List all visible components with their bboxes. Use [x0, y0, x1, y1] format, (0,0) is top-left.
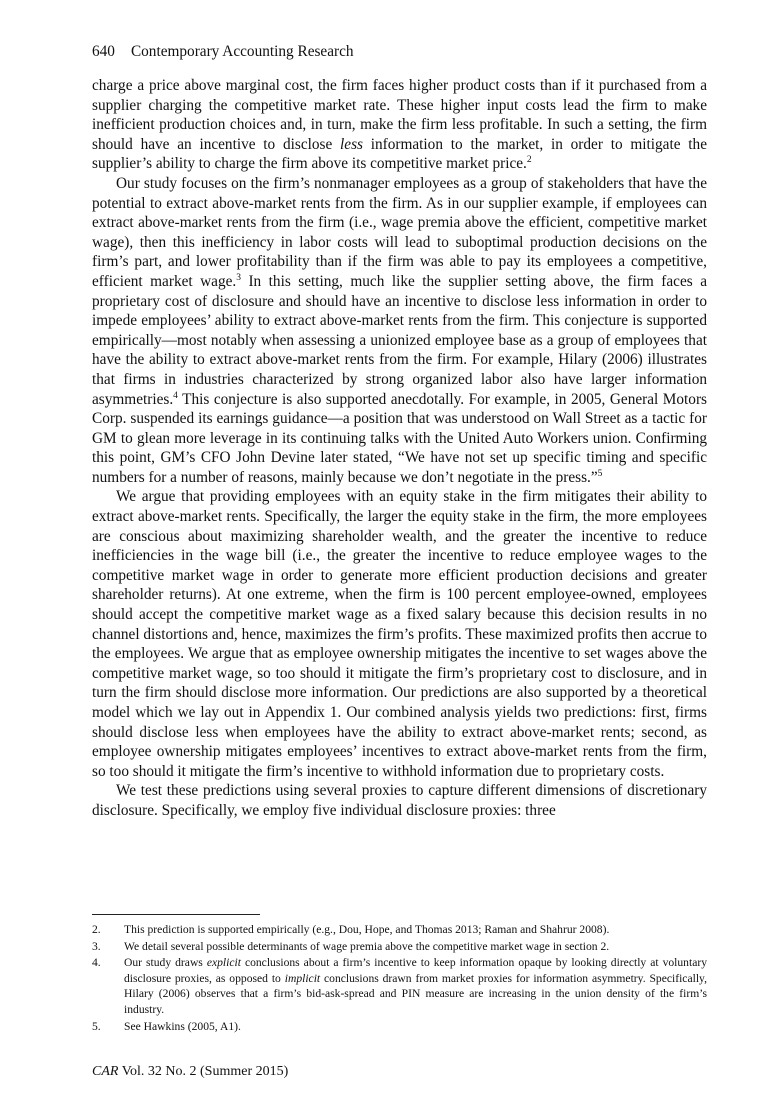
footnote-number: 4.	[92, 956, 101, 970]
footnotes	[92, 922, 707, 1035]
footnote-ref-2[interactable]: 2	[526, 155, 532, 166]
body-text	[92, 76, 707, 821]
footnote-3	[92, 939, 707, 955]
footnote-divider	[92, 914, 260, 915]
running-footer	[92, 1063, 288, 1081]
paragraph-2: Our study focuses on the firm’s nonmanager employees as a group of stakeholders that have the potential to extract above-market rents from the firm. As in our supplier example, if employees can extract above-market rents from the firm (i.e., wage premia above the efficient, competitive market wage), then this inefficiency in labor costs will lead to suboptimal production decisions on the firm’s part, and lower profitability than if the firm was able to pay its employees a competitive, efficient market wage.$^3$ In this setting, much like the supplier setting above, the firm faces a proprietary cost of disclosure and should have an incentive to disclose less information in order to impede employees’ ability to extract above-market rents from the firm. This conjecture is supported empirically—most notably when assessing a unionized employee base as a group of employees that have the ability to extract above-market rents from the firm. For example, Hilary (2006) illustrates that firms in industries characterized by strong organized labor also have larger information asymmetries.$^4$ This conjecture is also supported anecdotally. For example, in 2005, General Motors Corp. suspended its earnings guidance—a position that was understood on Wall Street as a tactic for GM to glean more leverage in its continuing talks with the United Auto Workers union. Confirming this point, GM’s CFO John Devine later stated, “We have not set up specific timing and specific numbers for a number of reasons, mainly because we don’t negotiate in the press.”$^5$	[92, 174, 707, 486]
footnote-ref-3[interactable]: 3	[236, 272, 241, 283]
issue-info: Vol. 32 No. 2 (Summer 2015)	[121, 1064, 289, 1079]
paragraph-4: We test these predictions using several proxies to capture different dimensions of discretionary disclosure. Specifically, we employ five individual disclosure proxies: three	[92, 782, 707, 819]
footnote-number: 2.	[92, 923, 101, 936]
footnote-number: 5.	[92, 1019, 101, 1033]
footnote-text: This prediction is supported empirically (e.g., Dou, Hope, and Thomas 2013; Raman and Shahrur 2008).	[124, 923, 610, 936]
running-title: Contemporary Accounting Research	[130, 43, 354, 60]
emphasis-less: less	[340, 135, 363, 153]
paragraph-1: charge a price above marginal cost, the firm faces higher product costs than if it purchased from a supplier charging the competitive market rate. These higher input costs lead the firm to make inefficient production choices and, in turn, make the firm less profitable. In such a setting, the firm should have an incentive to disclose less information to the market, in order to mitigate the supplier’s ability to charge the firm above its competitive market price.$^2$	[92, 77, 707, 173]
footnote-ref-5[interactable]: 5	[597, 468, 603, 479]
journal-abbrev: CAR	[92, 1064, 119, 1079]
footnote-2	[92, 922, 707, 938]
emphasis-implicit: implicit	[284, 971, 321, 985]
footnote-5	[92, 1019, 707, 1035]
footnote-ref-4[interactable]: 4	[173, 390, 178, 401]
paragraph-3: We argue that providing employees with an equity stake in the firm mitigates their ability to extract above-market rents. Specifically, the larger the equity stake in the firm, the more employees are conscious about maximizing shareholder wealth, and the greater the incentive to reduce inefficiencies in the wage bill (i.e., the greater the incentive to reduce employee wages to the competitive market wage in order to generate more efficient production decisions and greater shareholder returns). At one extreme, when the firm is 100 percent employee-owned, employees should accept the competitive market wage as a fixed salary because this decision results in no channel distortions and, hence, maximizes the firm’s profits. These maximized profits then accrue to the employees. We argue that as employee ownership mitigates the incentive to set wages above the competitive market wage, so too should it mitigate the firm’s proprietary cost to disclosure, and in turn the firm should disclose more information. Our predictions are also supported by a theoretical model which we lay out in Appendix 1. Our combined analysis yields two predictions: first, firms should disclose less when employees have the ability to extract above-market rents; second, as employee ownership mitigates employees’ incentives to extract above-market rents from the firm, so too should it mitigate the firm’s incentive to withhold information due to proprietary costs.	[92, 488, 707, 780]
footnote-text: We detail several possible determinants of wage premia above the competitive market wage in section 2.	[124, 939, 610, 953]
emphasis-explicit: explicit	[206, 956, 241, 970]
footnote-number: 3.	[92, 939, 101, 953]
running-header	[92, 42, 354, 62]
footnote-text: See Hawkins (2005, A1).	[124, 1019, 241, 1033]
footnote-4: 4. Our study draws explicit conclusions about a firm’s incentive to keep information opaque by looking directly at voluntary disclosure proxies, as opposed to implicit conclusions drawn from market proxies for information asymmetry. Specifically, Hilary (2006) observes that a firm’s bid-ask-spread and PIN measure are increasing in the union density of the firm’s industry.	[92, 956, 707, 1016]
page-number: 640	[92, 43, 115, 60]
